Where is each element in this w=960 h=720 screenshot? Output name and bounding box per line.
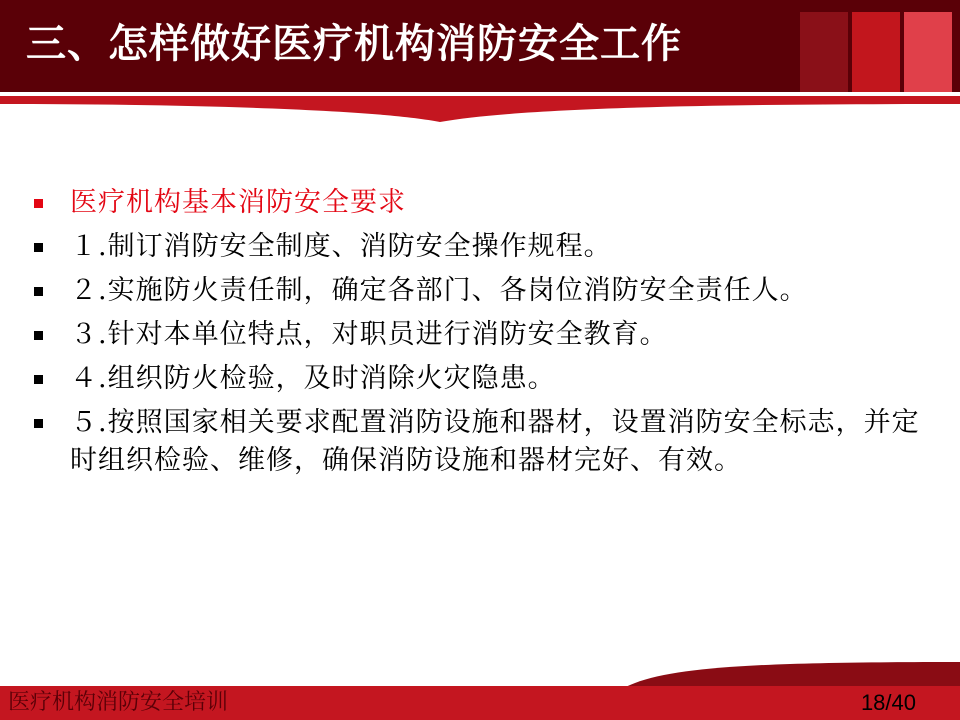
bullet-item	[34, 272, 934, 310]
bullet-item	[34, 404, 934, 480]
decor-square-light	[904, 12, 952, 92]
bullet-square-icon	[34, 375, 43, 384]
bullet-square-icon	[34, 419, 43, 428]
bullet-square-icon	[34, 287, 43, 296]
header-swoosh	[0, 102, 960, 122]
bullet-item	[34, 360, 934, 398]
bullet-square-icon	[34, 243, 43, 252]
bullet-list	[34, 184, 934, 486]
decor-square-dark	[800, 12, 848, 92]
bullet-text: ４.组织防火检验，及时消除火灾隐患。	[70, 363, 556, 394]
bullet-item-heading	[34, 184, 934, 222]
slide-title: 三、怎样做好医疗机构消防安全工作	[26, 20, 682, 67]
bullet-text: ５.按照国家相关要求配置消防设施和器材，设置消防安全标志，并定时组织检验、维修，确保消防设施和器材完好、有效。	[70, 407, 920, 476]
decor-square-mid	[852, 12, 900, 92]
bullet-text: ２.实施防火责任制，确定各部门、各岗位消防安全责任人。	[70, 275, 808, 306]
header-decoration	[800, 12, 956, 92]
bullet-text: 医疗机构基本消防安全要求	[70, 187, 406, 218]
bullet-square-icon	[34, 199, 43, 208]
bullet-text: ３.针对本单位特点，对职员进行消防安全教育。	[70, 319, 668, 350]
page-number: 18/40	[860, 690, 916, 715]
bullet-item	[34, 316, 934, 354]
bullet-square-icon	[34, 331, 43, 340]
footer-course-title: 医疗机构消防安全培训	[8, 690, 229, 715]
bullet-text: １.制订消防安全制度、消防安全操作规程。	[70, 231, 612, 262]
bullet-item	[34, 228, 934, 266]
